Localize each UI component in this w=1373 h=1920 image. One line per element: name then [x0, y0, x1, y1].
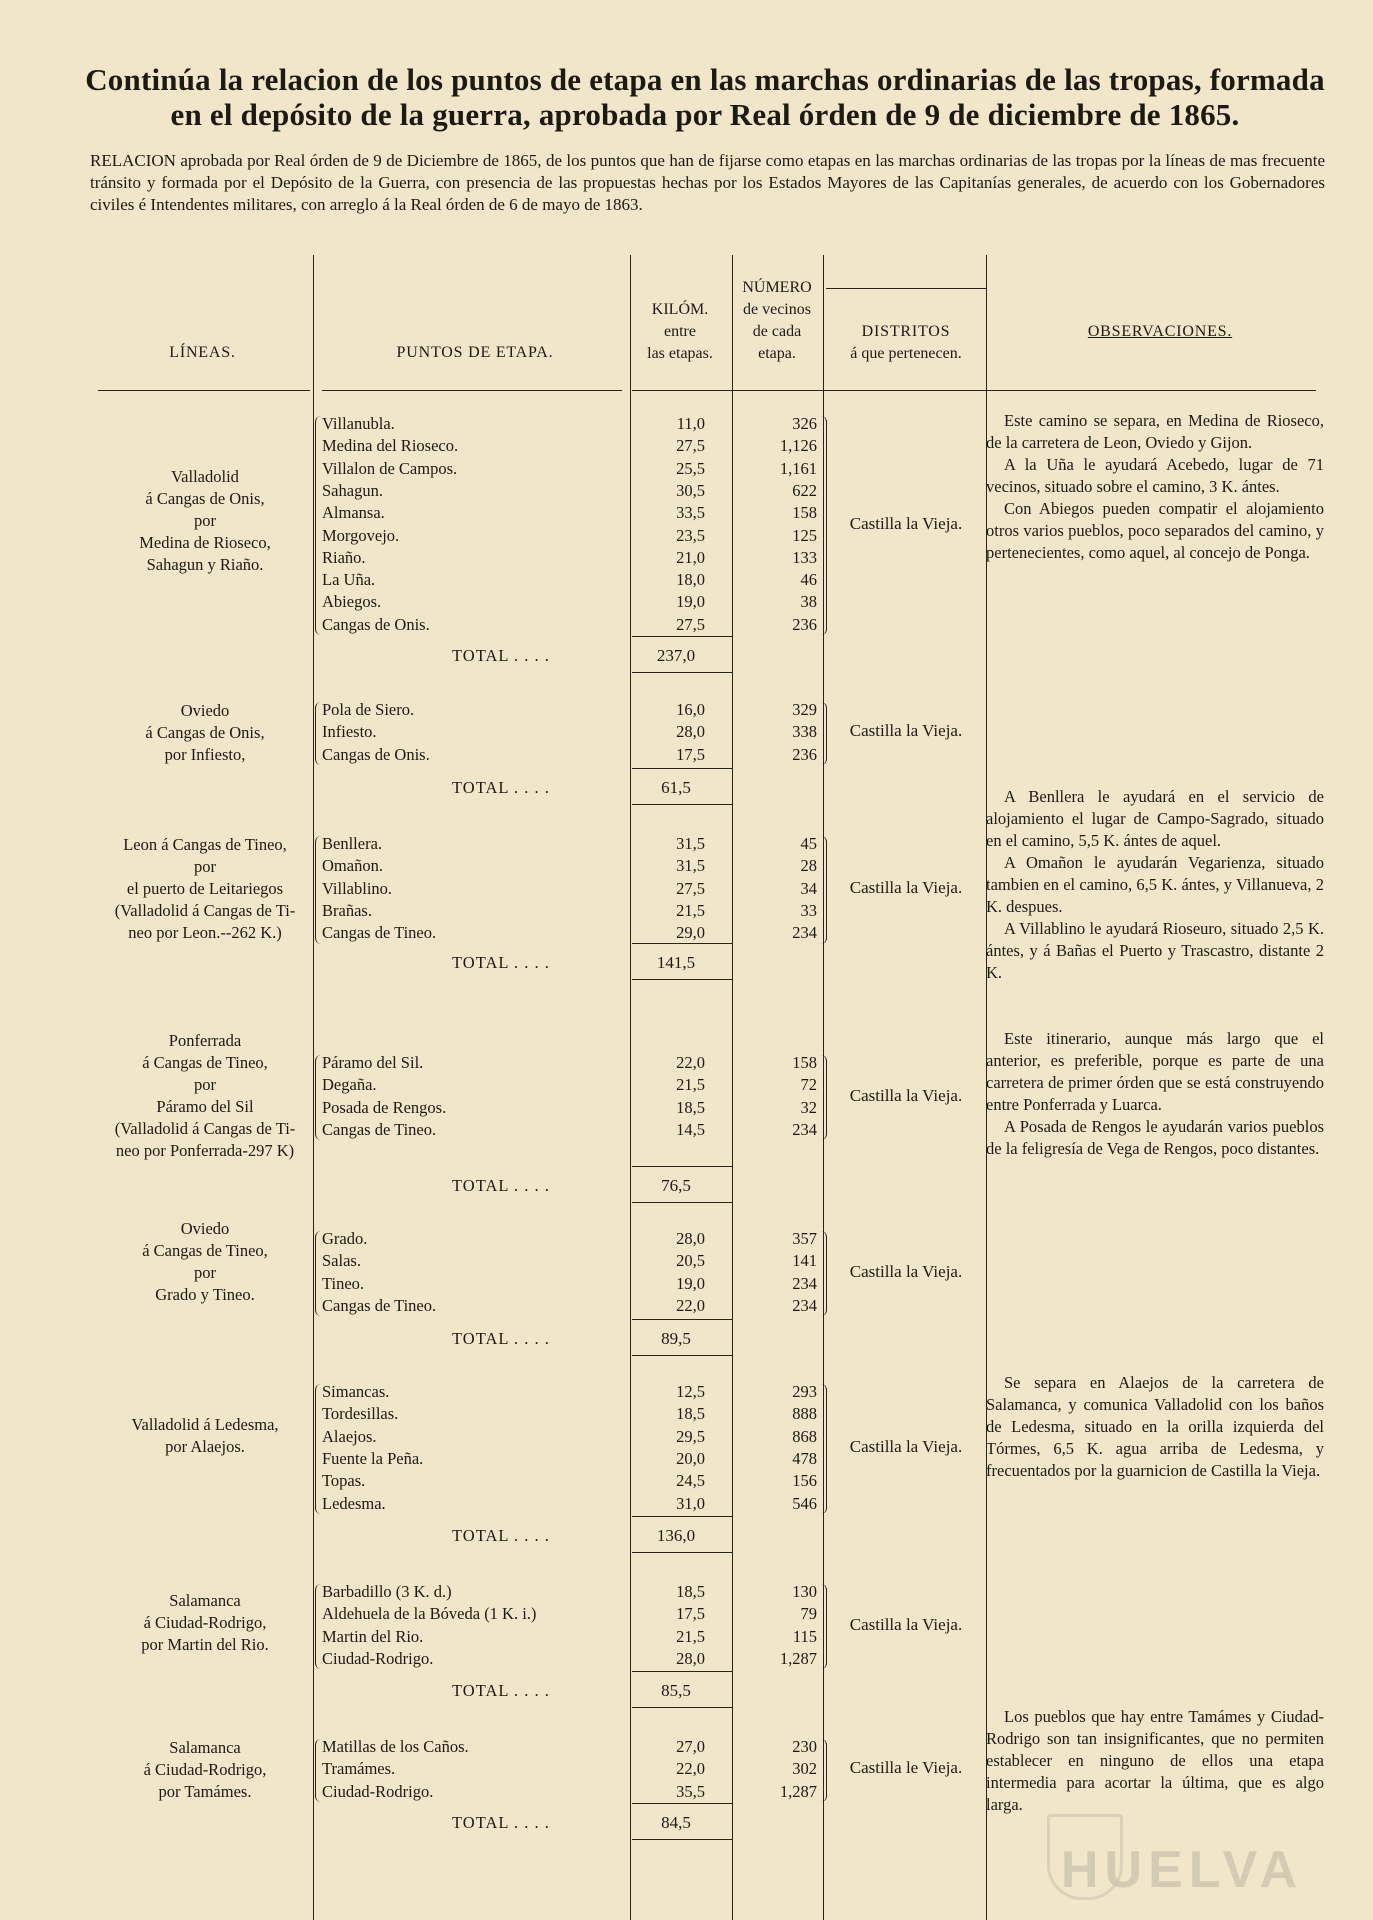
total-label: TOTAL . . . . [452, 1681, 550, 1700]
observation-block [986, 1028, 1324, 1160]
district-name: Castilla la Vieja. [849, 1436, 963, 1456]
etapa-place: Aldehuela de la Bóveda (1 K. i.) [322, 1604, 537, 1624]
total-value: 85,5 [661, 1681, 691, 1700]
line-name-text: por [194, 511, 216, 530]
etapa-vecinos: 115 [792, 1626, 817, 1646]
header-num-3: de cada [752, 323, 802, 340]
etapa-km: 16,0 [676, 700, 705, 719]
total-label: TOTAL . . . . [452, 1526, 550, 1545]
etapa-place: Villanubla. [322, 414, 395, 433]
etapa-place: Benllera. [322, 834, 383, 853]
etapa-km: 18,5 [676, 1582, 705, 1601]
line-name-text: Grado y Tineo. [155, 1285, 255, 1304]
line-name-text: á Cangas de Onis, [145, 489, 265, 508]
etapa-place: Cangas de Tineo. [322, 1295, 437, 1315]
etapa-km: 12,5 [676, 1382, 705, 1401]
line-name-text: por [194, 857, 216, 876]
etapa-place: Simancas. [322, 1382, 390, 1401]
total-rule [632, 1319, 732, 1320]
line-name-text: Valladolid [171, 467, 239, 486]
observation-text: Se separa en Alaejos de la carretera de Salamanca, y comunica Valladolid con los baños de Ledesma, situado en la orilla izquierda del Tórmes, 6,5 K. agua arriba de Ledesma, y frecuentados por la guarnicion de Castilla la Vieja. [986, 1373, 1324, 1480]
etapa-km: 28,0 [676, 722, 705, 742]
etapa-km: 27,5 [676, 878, 705, 898]
etapa-km: 21,5 [676, 900, 705, 920]
etapa-vecinos: 622 [792, 480, 817, 500]
total-value: 84,5 [661, 1813, 691, 1832]
etapa-place: Sahagun. [322, 480, 383, 500]
etapa-km: 27,5 [676, 436, 705, 456]
etapa-place: Riaño. [322, 547, 366, 567]
etapa-vecinos: 1,161 [779, 458, 817, 478]
etapa-km: 14,5 [676, 1119, 705, 1139]
etapa-place: Abiegos. [322, 592, 382, 612]
line-name-text: Leon á Cangas de Tineo, [123, 835, 287, 854]
etapa-vecinos: 130 [792, 1582, 817, 1601]
etapa-km: 21,0 [676, 547, 705, 567]
header-observaciones: OBSERVACIONES. [1087, 323, 1233, 340]
etapa-vecinos: 234 [792, 1119, 817, 1139]
total-rule [632, 1707, 732, 1708]
page-title: Continúa la relacion de los puntos de etapa en las marchas ordinarias de las tropas, formada en el depósito de la guerra, aprobada por Real órden de 9 de diciembre de 1865. [85, 62, 1325, 132]
etapa-place: Tramámes. [322, 1759, 396, 1779]
observation-text: A Benllera le ayudará en el servicio de alojamiento el lugar de Campo-Sagrado, situado en el camino, 5,5 K. ántes de aquel. [986, 787, 1324, 850]
etapa-place: Cangas de Tineo. [322, 923, 437, 943]
etapa-place: Brañas. [322, 900, 372, 920]
line-name-text: neo por Leon.--262 K.) [128, 923, 282, 942]
etapa-km: 17,5 [676, 1604, 705, 1624]
total-label: TOTAL . . . . [452, 646, 550, 665]
etapa-km: 31,5 [676, 856, 705, 876]
etapa-km: 22,0 [676, 1295, 705, 1315]
header-rule [632, 390, 1316, 391]
etapa-place: Omañon. [322, 856, 383, 876]
etapa-place: Ciudad-Rodrigo. [322, 1648, 434, 1668]
line-name-text: por Infiesto, [164, 745, 246, 764]
total-value: 237,0 [656, 646, 696, 665]
etapa-place: Grado. [322, 1229, 368, 1248]
etapa-km: 31,0 [676, 1493, 705, 1513]
total-rule [632, 1516, 732, 1517]
etapa-place: Cangas de Onis. [322, 614, 430, 634]
etapa-km: 23,5 [676, 525, 705, 545]
etapa-km: 21,5 [676, 1626, 705, 1646]
line-name-text: á Ciudad-Rodrigo, [143, 1613, 267, 1632]
etapa-vecinos: 158 [792, 1053, 817, 1072]
header-rule [322, 390, 622, 391]
etapa-place: Cangas de Onis. [322, 744, 430, 764]
etapa-place: Infiesto. [322, 722, 377, 742]
etapa-vecinos: 1,126 [779, 436, 817, 456]
district-name: Castilla la Vieja. [849, 1614, 963, 1634]
etapa-place: Cangas de Tineo. [322, 1119, 437, 1139]
observation-block [986, 1372, 1324, 1482]
district-name: Castilla le Vieja. [849, 1758, 963, 1778]
line-name-text: Valladolid á Ledesma, [131, 1415, 279, 1434]
observation-text: A la Uña le ayudará Acebedo, lugar de 71 vecinos, situado sobre el camino, 3 K. ántes. [986, 455, 1324, 496]
etapa-place: Topas. [322, 1471, 366, 1491]
total-rule [632, 1803, 732, 1804]
etapa-vecinos: 546 [792, 1493, 817, 1513]
total-rule [632, 1839, 732, 1840]
etapa-km: 11,0 [676, 414, 705, 433]
etapa-km: 20,0 [676, 1448, 705, 1468]
line-name-text: por [194, 1075, 216, 1094]
district-name: Castilla la Vieja. [849, 1085, 963, 1105]
line-name-text: neo por Ponferrada-297 K) [115, 1141, 295, 1160]
etapa-vecinos: 45 [800, 834, 817, 853]
observation-block [986, 786, 1324, 984]
etapa-vecinos: 28 [800, 856, 817, 876]
total-rule [632, 979, 732, 980]
etapa-km: 19,0 [676, 1273, 705, 1293]
line-name-text: á Cangas de Tineo, [142, 1053, 268, 1072]
observation-text: Con Abiegos pueden compatir el alojamiento otros varios pueblos, poco separados del camino, y pertenecientes, como aquel, al concejo de Ponga. [986, 499, 1324, 562]
line-name-text: Salamanca [169, 1738, 241, 1757]
total-rule [632, 943, 732, 944]
header-num-4: etapa. [758, 345, 796, 362]
etapa-km: 27,0 [676, 1737, 705, 1756]
observation-text: A Posada de Rengos le ayudarán varios pueblos de la feligresía de Vega de Rengos, poco distantes. [986, 1117, 1324, 1158]
header-puntos: PUNTOS DE ETAPA. [396, 344, 554, 361]
total-rule [632, 804, 732, 805]
etapa-vecinos: 357 [792, 1229, 817, 1248]
etapa-vecinos: 133 [792, 547, 817, 567]
header-dist-1: DISTRITOS [861, 323, 951, 340]
total-label: TOTAL . . . . [452, 1176, 550, 1195]
etapa-km: 29,5 [676, 1426, 705, 1446]
etapa-vecinos: 156 [792, 1471, 817, 1491]
total-rule [632, 636, 732, 637]
etapa-place: Almansa. [322, 503, 385, 523]
observation-block [986, 1706, 1324, 1816]
etapa-vecinos: 79 [800, 1604, 817, 1624]
etapa-vecinos: 230 [792, 1737, 817, 1756]
line-name-text: á Cangas de Tineo, [142, 1241, 268, 1260]
etapa-vecinos: 46 [800, 570, 817, 590]
etapa-vecinos: 868 [792, 1426, 817, 1446]
header-km-2: entre [664, 323, 696, 340]
district-name: Castilla la Vieja. [849, 877, 963, 897]
etapa-vecinos: 234 [792, 923, 817, 943]
etapa-place: Ciudad-Rodrigo. [322, 1781, 434, 1801]
header-rule [98, 390, 310, 391]
etapa-vecinos: 236 [792, 744, 817, 764]
total-value: 89,5 [661, 1329, 691, 1348]
line-name-text: á Ciudad-Rodrigo, [143, 1760, 267, 1779]
line-name-text: Sahagun y Riaño. [146, 555, 264, 574]
total-label: TOTAL . . . . [452, 1813, 550, 1832]
line-name-text: Oviedo [180, 1219, 230, 1238]
etapa-vecinos: 1,287 [779, 1781, 817, 1801]
etapa-km: 29,0 [676, 923, 705, 943]
etapa-km: 22,0 [676, 1053, 705, 1072]
etapa-km: 20,5 [676, 1251, 705, 1271]
total-value: 76,5 [661, 1176, 691, 1195]
etapa-vecinos: 158 [792, 503, 817, 523]
etapa-place: Fuente la Peña. [322, 1448, 424, 1468]
etapa-vecinos: 888 [792, 1404, 817, 1424]
header-km-1: KILÓM. [651, 301, 709, 318]
etapa-vecinos: 293 [792, 1382, 817, 1401]
etapa-vecinos: 33 [800, 900, 817, 920]
etapa-km: 35,5 [676, 1781, 705, 1801]
observation-block [986, 410, 1324, 564]
etapa-place: Medina del Rioseco. [322, 436, 459, 456]
etapa-place: Páramo del Sil. [322, 1053, 424, 1072]
etapa-vecinos: 1,287 [779, 1648, 817, 1668]
observation-text: Este itinerario, aunque más largo que el anterior, es preferible, porque es parte de una carretera de primer órden que se está construyendo entre Ponferrada y Luarca. [986, 1029, 1324, 1114]
etapa-place: Salas. [322, 1251, 361, 1271]
etapa-place: Villalon de Campos. [322, 458, 458, 478]
column-divider [732, 255, 733, 1920]
observation-text: A Villablino le ayudará Rioseuro, situado 2,5 K. ántes, y á Bañas el Puerto y Trascastro, distante 2 K. [986, 919, 1324, 982]
etapa-vecinos: 338 [792, 722, 817, 742]
etapa-vecinos: 236 [792, 614, 817, 634]
etapa-vecinos: 326 [792, 414, 817, 433]
etapa-place: Barbadillo (3 K. d.) [322, 1582, 452, 1601]
line-name-text: Salamanca [169, 1591, 241, 1610]
observation-text: Los pueblos que hay entre Tamámes y Ciudad-Rodrigo son tan insignificantes, que no permiten establecer en ninguno de ellos una etapa intermedia para acortar la última, que es algo larga. [986, 1707, 1324, 1814]
etapa-km: 27,5 [676, 614, 705, 634]
line-name-text: (Valladolid á Cangas de Ti- [114, 1119, 296, 1138]
header-rule [826, 288, 986, 289]
etapa-vecinos: 125 [792, 525, 817, 545]
intro-paragraph: RELACION aprobada por Real órden de 9 de Diciembre de 1865, de los puntos que han de fijarse como etapas en las marchas ordinarias de las tropas por la líneas de mas frecuente tránsito y formada por el Depósito de la Guerra, con presencia de las propuestas hechas por los Estados Mayores de las Capitanías generales, de acuerdo con los Gobernadores civiles é Intendentes militares, con arreglo á la Real órden de 6 de mayo de 1863. [90, 151, 1325, 214]
etapa-km: 28,0 [676, 1648, 705, 1668]
total-label: TOTAL . . . . [452, 953, 550, 972]
etapa-place: Degaña. [322, 1075, 377, 1095]
line-name-text: Páramo del Sil [156, 1097, 254, 1116]
etapa-vecinos: 38 [800, 592, 817, 612]
etapa-vecinos: 72 [800, 1075, 817, 1095]
archive-watermark: HUELVA [1060, 1841, 1303, 1899]
line-name-text: Oviedo [180, 701, 230, 720]
line-name-text: por Tamámes. [158, 1782, 252, 1801]
etapa-place: Villablino. [322, 878, 393, 898]
etapa-km: 19,0 [676, 592, 705, 612]
etapa-km: 28,0 [676, 1229, 705, 1248]
etapa-vecinos: 32 [800, 1097, 817, 1117]
line-name-text: (Valladolid á Cangas de Ti- [114, 901, 296, 920]
header-dist-2: á que pertenecen. [850, 345, 962, 362]
etapa-vecinos: 302 [792, 1759, 817, 1779]
district-name: Castilla la Vieja. [849, 1261, 963, 1281]
etapa-km: 17,5 [676, 744, 705, 764]
etapa-place: Alaejos. [322, 1426, 377, 1446]
etapa-vecinos: 234 [792, 1273, 817, 1293]
total-rule [632, 1355, 732, 1356]
total-value: 141,5 [656, 953, 696, 972]
etapa-place: Tineo. [322, 1273, 365, 1293]
header-num-1: NÚMERO [742, 279, 812, 296]
etapa-vecinos: 329 [792, 700, 817, 719]
etapa-km: 18,0 [676, 570, 705, 590]
total-rule [632, 768, 732, 769]
total-label: TOTAL . . . . [452, 778, 550, 797]
etapa-place: Ledesma. [322, 1493, 386, 1513]
etapa-place: Tordesillas. [322, 1404, 399, 1424]
etapa-place: Morgovejo. [322, 525, 400, 545]
etapa-vecinos: 478 [792, 1448, 817, 1468]
district-name: Castilla la Vieja. [849, 721, 963, 741]
line-name-text: el puerto de Leitariegos [126, 879, 284, 898]
total-rule [632, 1552, 732, 1553]
etapa-km: 18,5 [676, 1097, 705, 1117]
line-name-text: Ponferrada [168, 1031, 242, 1050]
etapa-km: 31,5 [676, 834, 705, 853]
etapa-km: 30,5 [676, 480, 705, 500]
total-rule [632, 672, 732, 673]
total-value: 61,5 [661, 778, 691, 797]
header-lineas: LÍNEAS. [169, 344, 236, 361]
total-rule [632, 1166, 732, 1167]
total-value: 136,0 [656, 1526, 696, 1545]
etapa-vecinos: 141 [792, 1251, 817, 1271]
line-name-text: por Alaejos. [165, 1437, 245, 1456]
line-name-text: por [194, 1263, 216, 1282]
observation-text: A Omañon le ayudarán Vegarienza, situado tambien en el camino, 6,5 K. ántes, y Villanueva, 2 K. despues. [986, 853, 1324, 916]
total-rule [632, 1202, 732, 1203]
line-name-text: por Martin del Rio. [141, 1635, 269, 1654]
etapa-km: 21,5 [676, 1075, 705, 1095]
district-name: Castilla la Vieja. [849, 513, 963, 533]
total-label: TOTAL . . . . [452, 1329, 550, 1348]
etapa-place: Pola de Siero. [322, 700, 415, 719]
etapa-vecinos: 234 [792, 1295, 817, 1315]
total-rule [632, 1671, 732, 1672]
etapa-place: Martin del Rio. [322, 1626, 424, 1646]
etapa-place: Posada de Rengos. [322, 1097, 447, 1117]
etapa-km: 25,5 [676, 458, 705, 478]
line-name-text: Medina de Rioseco, [139, 533, 271, 552]
etapa-km: 24,5 [676, 1471, 705, 1491]
header-num-2: de vecinos [743, 301, 811, 318]
etapa-km: 33,5 [676, 503, 705, 523]
etapa-km: 22,0 [676, 1759, 705, 1779]
etapa-km: 18,5 [676, 1404, 705, 1424]
line-name-text: á Cangas de Onis, [145, 723, 265, 742]
etapa-vecinos: 34 [800, 878, 817, 898]
etapa-place: La Uña. [322, 570, 376, 590]
observation-text: Este camino se separa, en Medina de Rioseco, de la carretera de Leon, Oviedo y Gijon. [986, 411, 1324, 452]
etapa-place: Matillas de los Caños. [322, 1737, 469, 1756]
header-km-3: las etapas. [647, 345, 713, 362]
